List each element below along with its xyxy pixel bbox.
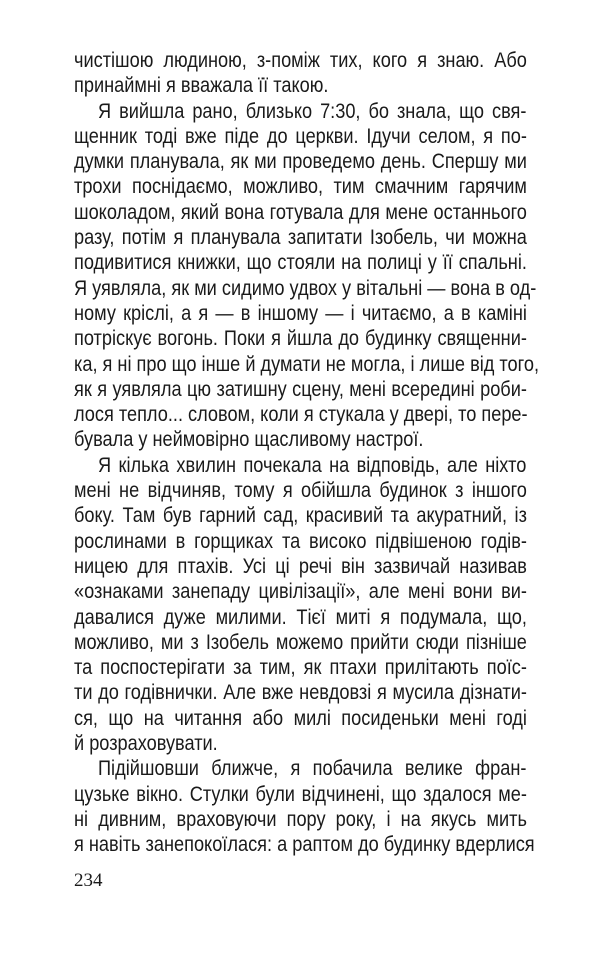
- text-line: [74, 453, 527, 478]
- text-line-content: й розраховувати.: [74, 731, 218, 756]
- page-number: 234: [74, 870, 103, 891]
- text-line-content: чистішою людиною, з-поміж тих, кого я знаю. Або: [74, 48, 527, 72]
- text-line-content: лося тепло... словом, коли я стукала у двері, то пере-: [74, 402, 528, 427]
- text-line-content: трохи поснідаємо, можливо, тим смачним гарячим: [74, 174, 527, 199]
- text-line-content: ти до годівнички. Але вже невдовзі я мусила дізнати-: [74, 680, 527, 705]
- text-line-content: можливо, ми з Ізобель можемо прийти сюди пізніше: [74, 629, 527, 654]
- text-line: [74, 605, 527, 630]
- text-line: [74, 554, 527, 579]
- text-line: [74, 756, 527, 781]
- text-line: [74, 529, 527, 554]
- text-line: [74, 99, 527, 124]
- text-line: [74, 731, 527, 756]
- text-line: [74, 73, 527, 98]
- text-line-content: та поспостерігати за тим, як птахи прилітають поїс-: [74, 655, 527, 680]
- text-line: [74, 301, 527, 326]
- text-line: [74, 225, 527, 250]
- text-line: [74, 478, 527, 503]
- text-line: [74, 149, 527, 174]
- text-line-content: ні дивним, враховуючи пору року, і на якусь мить: [74, 806, 527, 831]
- text-line-content: Я уявляла, як ми сидимо удвох у вітальні — вона в од-: [74, 275, 537, 300]
- text-line: [74, 351, 540, 377]
- text-line-content: потріскує вогонь. Поки я йшла до будинку священни-: [74, 326, 527, 351]
- text-line: [74, 200, 527, 225]
- text-line-content: мені не відчиняв, тому я обійшла будинок з іншого: [74, 478, 527, 503]
- text-line: [74, 503, 527, 528]
- text-line: [74, 402, 527, 427]
- text-line-content: «ознаками занепаду цивілізації», але мені вони ви-: [74, 579, 527, 604]
- page-body-text: [74, 48, 540, 858]
- text-line-content: рослинами в горщиках та високо підвішеною годів-: [74, 528, 527, 553]
- text-line: [74, 427, 527, 452]
- text-line: [74, 326, 527, 351]
- text-line-content: думки планувала, як ми проведемо день. Спершу ми: [74, 149, 527, 174]
- text-line: [74, 579, 527, 604]
- text-line: [74, 680, 527, 705]
- text-line: [74, 124, 527, 149]
- text-line: [74, 377, 527, 402]
- text-line-content: боку. Там був гарний сад, красивий та акуратний, із: [74, 503, 527, 528]
- text-line-content: ницею для птахів. Усі ці речі він зазвичай називав: [74, 553, 527, 578]
- text-line: [74, 630, 527, 655]
- text-line-content: Я кілька хвилин почекала на відповідь, але ніхто: [98, 452, 527, 477]
- text-line: [74, 275, 537, 301]
- text-line-content: як я уявляла цю затишну сцену, мені всередині роби-: [74, 376, 527, 401]
- text-line-content: ся, що на читання або милі посиденьки мені годі: [74, 705, 527, 730]
- text-line: [74, 174, 527, 199]
- text-line-content: давалися дуже милими. Тієї миті я подумала, що,: [74, 604, 527, 629]
- text-line: [74, 807, 527, 832]
- text-line: [74, 655, 527, 680]
- text-line-content: ному кріслі, а я — в іншому — і читаємо, а в каміні: [74, 300, 527, 325]
- text-line-content: цузьке вікно. Стулки були відчинені, що здалося ме-: [74, 781, 527, 806]
- text-line: [74, 706, 527, 731]
- text-line-content: принаймні я вважала її такою.: [74, 73, 329, 98]
- text-line-content: ка, я ні про що інше й думати не могла, і лише від того,: [74, 351, 540, 376]
- text-line-content: я навіть занепокоїлася: а раптом до будинку вдерлися: [74, 832, 535, 857]
- text-line: [74, 832, 535, 857]
- text-line: [74, 250, 527, 275]
- text-line-content: разу, потім я планувала запитати Ізобель, чи можна: [74, 225, 527, 250]
- text-line-content: шоколадом, який вона готувала для мене останнього: [74, 199, 527, 224]
- text-line: [74, 48, 527, 73]
- text-line-content: бувала у неймовірно щасливому настрої.: [74, 427, 424, 452]
- text-line-content: Я вийшла рано, близько 7:30, бо знала, що свя-: [98, 98, 527, 123]
- text-line: [74, 782, 527, 807]
- text-line-content: щенник тоді вже піде до церкви. Ідучи селом, я по-: [74, 123, 527, 148]
- text-line-content: Підійшовши ближче, я побачила велике фран-: [98, 756, 527, 781]
- text-line-content: подивитися книжки, що стояли на полиці у її спальні.: [74, 250, 527, 275]
